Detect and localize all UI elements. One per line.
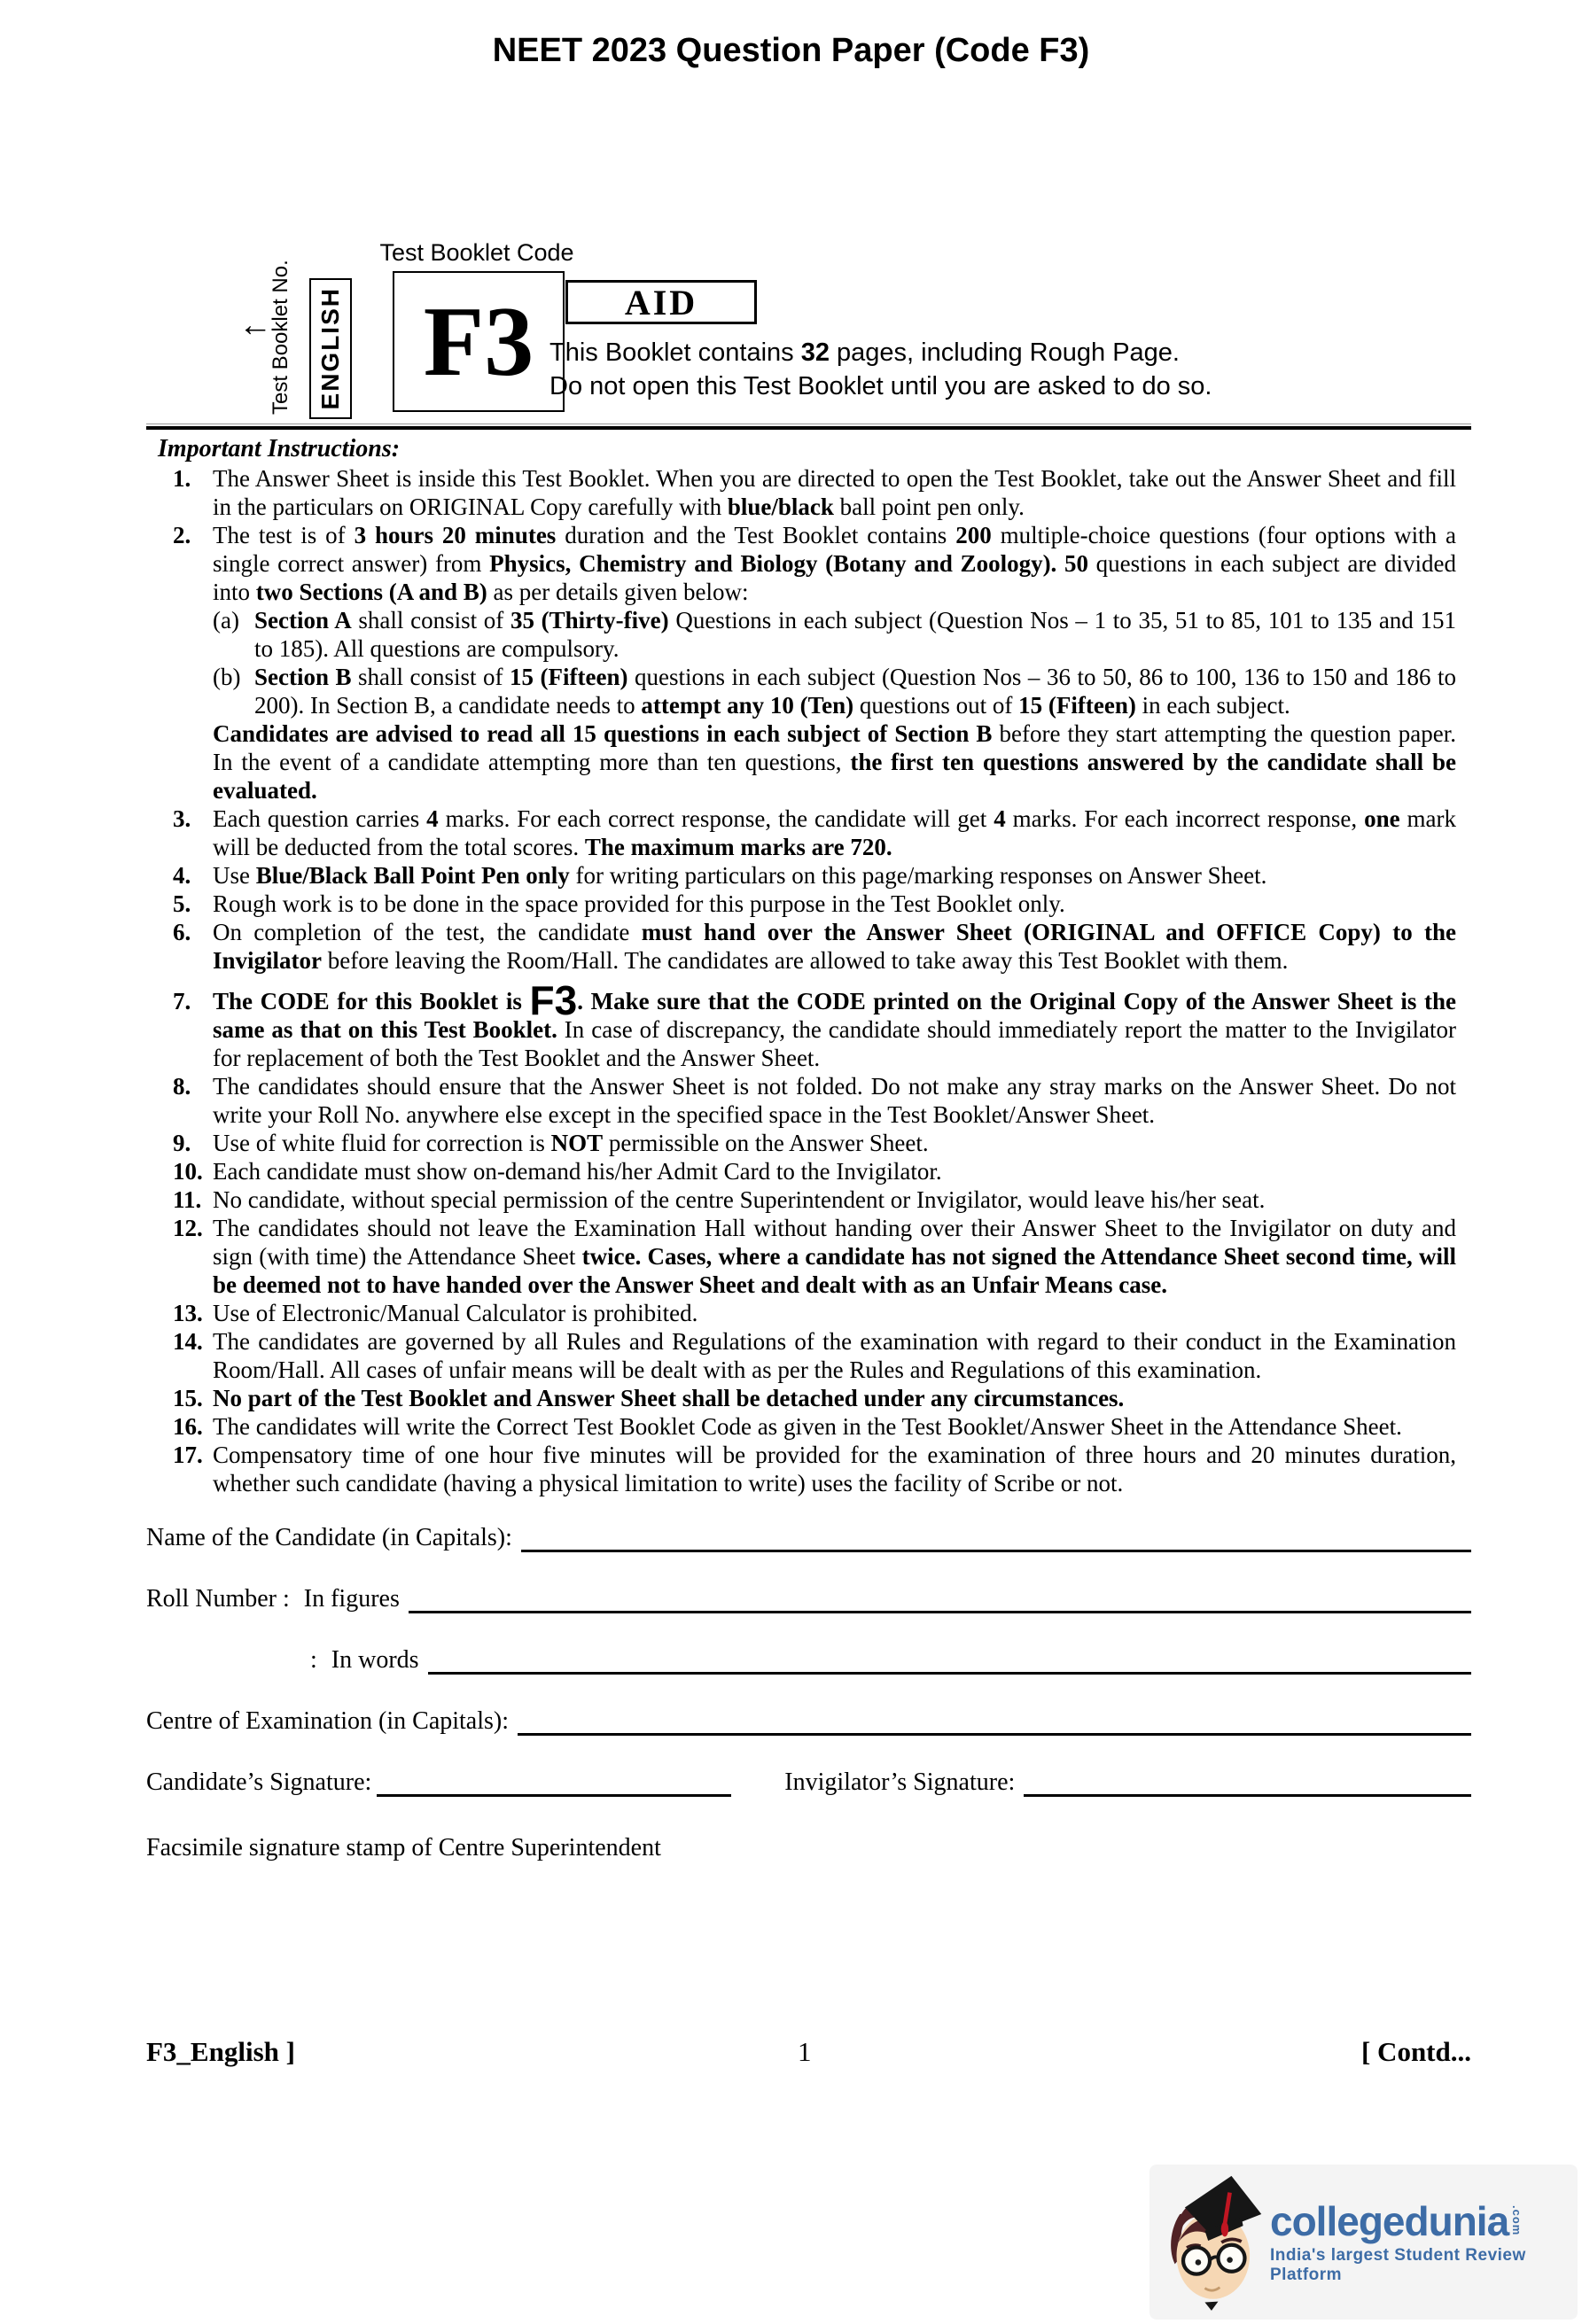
text-segment: Use of white fluid for correction is — [213, 1130, 551, 1156]
left-arrow-icon: ← — [238, 307, 272, 344]
instruction-item — [146, 1214, 1456, 1299]
text-segment: shall consist of — [351, 607, 510, 633]
text-segment: . — [577, 988, 591, 1014]
instruction-number: 10. — [173, 1158, 203, 1185]
text-segment: Use — [213, 862, 256, 889]
text-segment: twice. Cases, where a candidate has not signed the Attendance Sheet second time, will be deemed not to have handed over the Answer Sheet and dealt with as an Unfair Means case. — [213, 1243, 1457, 1298]
text-segment: Section B — [254, 664, 352, 690]
text-segment: attempt any 10 (Ten) — [641, 692, 854, 719]
instruction-text — [213, 1129, 1456, 1157]
instruction-paragraph — [213, 1185, 1456, 1214]
subitem-label: (a) — [213, 607, 239, 633]
instruction-number: 16. — [173, 1413, 203, 1440]
facsimile-label: Facsimile signature stamp of Centre Superintendent — [146, 1834, 661, 1862]
instruction-text — [213, 1384, 1456, 1412]
text-segment: as per details given below: — [487, 579, 749, 605]
text-segment: duration and the Test Booklet contains — [556, 522, 956, 548]
instruction-text — [213, 1072, 1456, 1129]
booklet-code-box — [393, 271, 565, 412]
instruction-item — [146, 521, 1456, 804]
instruction-text — [213, 977, 1457, 1072]
header-divider — [146, 424, 1471, 430]
text-segment: 50 — [1064, 550, 1088, 577]
text-segment: mark will be deducted from the total scores. — [213, 805, 1456, 860]
instruction-paragraph — [213, 464, 1456, 521]
logo-text-block — [1270, 2197, 1578, 2285]
text-segment: No part of the Test Booklet and Answer Sheet shall be detached under any circumstances. — [213, 1385, 1125, 1411]
text-segment: for writing particulars on this page/marking responses on Answer Sheet. — [569, 862, 1267, 889]
text-segment: the first ten questions answered by the candidate shall be evaluated. — [213, 749, 1456, 804]
instruction-text — [213, 1299, 1456, 1327]
aid-label: AID — [624, 282, 698, 323]
text-segment: Questions in each subject (Question Nos – 1 to 35, 51 to 85, 101 to 135 and 151 to 185). All questions are compulsory. — [254, 607, 1456, 662]
roll-words-row — [146, 1646, 1471, 1675]
instruction-item — [146, 918, 1456, 975]
brand-name: collegedunia — [1270, 2197, 1509, 2244]
roll-words-label: In words — [331, 1646, 419, 1674]
do-not-open-line: Do not open this Test Booklet until you are asked to do so. — [549, 372, 1212, 400]
instruction-paragraph — [213, 1157, 1456, 1185]
booklet-header — [146, 239, 1471, 416]
name-fill-line — [521, 1541, 1471, 1552]
instruction-item — [146, 861, 1456, 890]
instruction-subitem — [213, 663, 1456, 719]
roll-figures-fill-line — [409, 1602, 1471, 1613]
instruction-paragraph — [213, 1327, 1456, 1384]
text-segment: two Sections (A and B) — [255, 579, 487, 605]
instructions-section — [146, 434, 1456, 1497]
instruction-item — [146, 1299, 1456, 1327]
invigilator-signature-fill-line — [1024, 1785, 1471, 1797]
instruction-text — [213, 521, 1456, 804]
text-segment: multiple-choice questions (four options with a single correct answer) from — [213, 522, 1457, 577]
text-segment: 200 — [955, 522, 992, 548]
instruction-number: 15. — [173, 1385, 203, 1411]
name-label: Name of the Candidate (in Capitals): — [146, 1524, 512, 1551]
instruction-text — [213, 1412, 1456, 1441]
text-segment: The CODE for this Booklet is — [213, 988, 530, 1014]
text-segment: Make sure that the CODE printed on the Original Copy of the Answer Sheet is the same as that on this Test Booklet. — [213, 988, 1457, 1043]
text-segment: Physics, Chemistry and Biology (Botany and Zoology). — [489, 550, 1057, 577]
text-segment: ball point pen only. — [833, 494, 1025, 520]
footer-contd: [ Contd... — [1360, 2036, 1471, 2067]
text-segment: No candidate, without special permission of the centre Superintendent or Invigilator, would leave his/her seat. — [213, 1186, 1266, 1213]
instruction-text — [213, 1327, 1456, 1384]
text-segment: before leaving the Room/Hall. The candidates are allowed to take away this Test Booklet with them. — [322, 947, 1289, 974]
booklet-pages-line — [549, 338, 1180, 368]
instruction-paragraph — [213, 977, 1457, 1072]
instruction-paragraph — [213, 1412, 1456, 1441]
instruction-text — [213, 464, 1456, 521]
text-segment: before they start attempting the question paper. In the event of a candidate attempting more than ten questions, — [213, 720, 1456, 775]
instruction-item — [146, 1129, 1456, 1157]
text-segment: questions out of — [853, 692, 1019, 719]
instruction-number: 17. — [173, 1442, 203, 1468]
text-segment: marks. For each incorrect response, — [1005, 805, 1365, 832]
collegedunia-logo — [1149, 2165, 1578, 2320]
instruction-item — [146, 1412, 1456, 1441]
text-segment: This Booklet contains — [549, 338, 801, 367]
test-booklet-no-label: Test Booklet No. — [269, 260, 292, 415]
instruction-subitem — [213, 606, 1456, 663]
instruction-paragraph — [213, 1214, 1456, 1299]
footer-page-number: 1 — [798, 2036, 812, 2067]
instruction-paragraph — [213, 1384, 1456, 1412]
instruction-number: 11. — [173, 1186, 202, 1213]
instruction-text — [213, 1214, 1456, 1299]
instruction-paragraph — [213, 1072, 1456, 1129]
instruction-paragraph — [213, 1129, 1456, 1157]
instruction-number: 7. — [173, 988, 191, 1014]
subitem-text — [254, 606, 1456, 663]
instruction-number: 2. — [173, 522, 191, 548]
language-box — [309, 278, 352, 419]
instruction-note — [213, 719, 1456, 804]
instruction-paragraph — [213, 521, 1456, 606]
text-segment: Section A — [254, 607, 352, 633]
text-segment: In case of discrepancy, the candidate should immediately report the matter to the Invigilator for replacement of both the Test Booklet and the Answer Sheet. — [213, 1016, 1456, 1071]
instruction-number: 12. — [173, 1215, 203, 1241]
instruction-text — [213, 861, 1456, 890]
instruction-number: 9. — [173, 1130, 191, 1156]
text-segment: F3 — [529, 977, 578, 1023]
text-segment: 3 hours 20 minutes — [354, 522, 557, 548]
text-segment: The Answer Sheet is inside this Test Booklet. When you are directed to open the Test Booklet, take out the Answer Sheet and fill in the particulars on ORIGINAL Copy carefully with — [213, 465, 1456, 520]
instruction-text — [213, 918, 1456, 975]
text-segment: 4 — [994, 805, 1006, 832]
text-segment: Each question carries — [213, 805, 427, 832]
subitem-text — [254, 663, 1456, 719]
centre-label: Centre of Examination (in Capitals): — [146, 1707, 510, 1735]
text-segment: marks. For each correct response, the candidate will get — [438, 805, 994, 832]
instruction-item — [146, 1384, 1456, 1412]
text-segment: permissible on the Answer Sheet. — [603, 1130, 929, 1156]
instruction-number: 3. — [173, 805, 191, 832]
candidate-signature-fill-line — [377, 1785, 731, 1797]
text-segment: Candidates are advised to read all 15 questions in each subject of Section B — [213, 720, 993, 747]
candidate-form — [146, 1524, 1471, 1862]
text-segment: questions in each subject (Question Nos – 36 to 50, 86 to 100, 136 to 150 and 186 to 200). In Section B, a candidate needs to — [254, 664, 1456, 719]
text-segment: 35 (Thirty-five) — [510, 607, 669, 633]
text-segment: Blue/Black Ball Point Pen only — [255, 862, 570, 889]
text-segment: The candidates are governed by all Rules and Regulations of the examination with regard to their conduct in the Examination Room/Hall. All cases of unfair means will be dealt with as per the Rules and Regulations of this examination. — [213, 1328, 1456, 1383]
subitem-label: (b) — [213, 664, 241, 690]
text-segment: shall consist of — [351, 664, 510, 690]
aid-box — [565, 280, 757, 324]
instruction-number: 8. — [173, 1073, 191, 1100]
text-segment: The maximum marks are 720. — [584, 834, 892, 860]
instruction-paragraph — [213, 1441, 1456, 1497]
instruction-paragraph — [213, 890, 1456, 918]
text-segment: On completion of the test, the candidate — [213, 919, 642, 945]
page-title: NEET 2023 Question Paper (Code F3) — [492, 32, 1090, 69]
text-segment: 32 — [800, 338, 830, 367]
text-segment: The test is of — [213, 522, 355, 548]
text-segment: in each subject. — [1135, 692, 1290, 719]
text-segment: pages, including Rough Page. — [829, 338, 1180, 367]
centre-fill-line — [518, 1724, 1471, 1736]
instruction-text — [213, 1157, 1456, 1185]
instruction-item — [146, 464, 1456, 521]
graduate-mascot-icon — [1157, 2171, 1265, 2317]
candidate-signature-label: Candidate’s Signature: — [146, 1768, 372, 1796]
instruction-text — [213, 1441, 1456, 1497]
instruction-paragraph — [213, 804, 1456, 861]
text-segment — [1056, 550, 1064, 577]
name-row — [146, 1524, 1471, 1552]
roll-number-label: Roll Number : — [146, 1585, 290, 1613]
instruction-number: 14. — [173, 1328, 203, 1355]
text-segment: The candidates should not leave the Examination Hall without handing over their Answer Sheet to the Invigilator on duty and sign (with time) the Attendance Sheet — [213, 1215, 1456, 1270]
text-segment: Compensatory time of one hour five minutes will be provided for the examination of three hours and 20 minutes duration, whether such candidate (having a physical limitation to write) uses the facility of Scribe or not. — [213, 1442, 1456, 1496]
test-booklet-code-label: Test Booklet Code — [379, 239, 574, 266]
text-segment: questions in each subject are divided into — [213, 550, 1456, 605]
instruction-item — [146, 1157, 1456, 1185]
instruction-paragraph — [213, 861, 1456, 890]
text-segment: Use of Electronic/Manual Calculator is prohibited. — [213, 1300, 698, 1326]
text-segment: Each candidate must show on-demand his/her Admit Card to the Invigilator. — [213, 1158, 942, 1185]
instruction-item — [146, 1185, 1456, 1214]
instruction-number: 13. — [173, 1300, 203, 1326]
instructions-heading: Important Instructions: — [158, 435, 401, 462]
instruction-item — [146, 1441, 1456, 1497]
text-segment: NOT — [550, 1130, 604, 1156]
roll-figures-row — [146, 1585, 1471, 1613]
instruction-paragraph — [213, 1299, 1456, 1327]
text-segment: 15 (Fifteen) — [1018, 692, 1136, 719]
instruction-text — [213, 804, 1456, 861]
instruction-text — [213, 1185, 1456, 1214]
text-segment: 4 — [426, 805, 439, 832]
text-segment: 15 (Fifteen) — [510, 664, 628, 690]
instructions-list — [146, 464, 1456, 1497]
text-segment: The candidates should ensure that the Answer Sheet is not folded. Do not make any stray marks on the Answer Sheet. Do not write your Roll No. anywhere else except in the specified space in the Test Booklet/Answer Sheet. — [213, 1073, 1456, 1128]
instruction-paragraph — [213, 918, 1456, 975]
instruction-item — [146, 977, 1457, 1072]
roll-words-colon: : — [310, 1646, 317, 1674]
text-segment: blue/black — [727, 494, 834, 520]
brand-suffix: .com — [1510, 2204, 1524, 2235]
instruction-item — [146, 890, 1456, 918]
text-segment: one — [1364, 805, 1400, 832]
text-segment: The candidates will write the Correct Test Booklet Code as given in the Test Booklet/Answer Sheet in the Attendance Sheet. — [213, 1413, 1402, 1440]
text-segment: Rough work is to be done in the space provided for this purpose in the Test Booklet only. — [213, 890, 1065, 917]
text-segment: must hand over the Answer Sheet (ORIGINAL and OFFICE Copy) to the Invigilator — [213, 919, 1456, 974]
roll-words-fill-line — [428, 1663, 1471, 1675]
instruction-number: 5. — [173, 890, 191, 917]
signatures-row — [146, 1768, 1471, 1797]
instruction-number: 4. — [173, 862, 191, 889]
roll-figures-label: In figures — [303, 1585, 400, 1613]
instruction-item — [146, 1072, 1456, 1129]
instruction-item — [146, 804, 1456, 861]
footer-code: F3_English ] — [146, 2036, 295, 2067]
invigilator-signature-label: Invigilator’s Signature: — [784, 1768, 1016, 1796]
instruction-number: 1. — [173, 465, 191, 492]
instruction-item — [146, 1327, 1456, 1384]
centre-row — [146, 1707, 1471, 1736]
instruction-text — [213, 890, 1456, 918]
booklet-code-value: F3 — [423, 286, 534, 397]
brand-tagline: India's largest Student Review Platform — [1270, 2245, 1526, 2284]
instruction-number: 6. — [173, 919, 191, 945]
language-label: ENGLISH — [316, 287, 344, 410]
